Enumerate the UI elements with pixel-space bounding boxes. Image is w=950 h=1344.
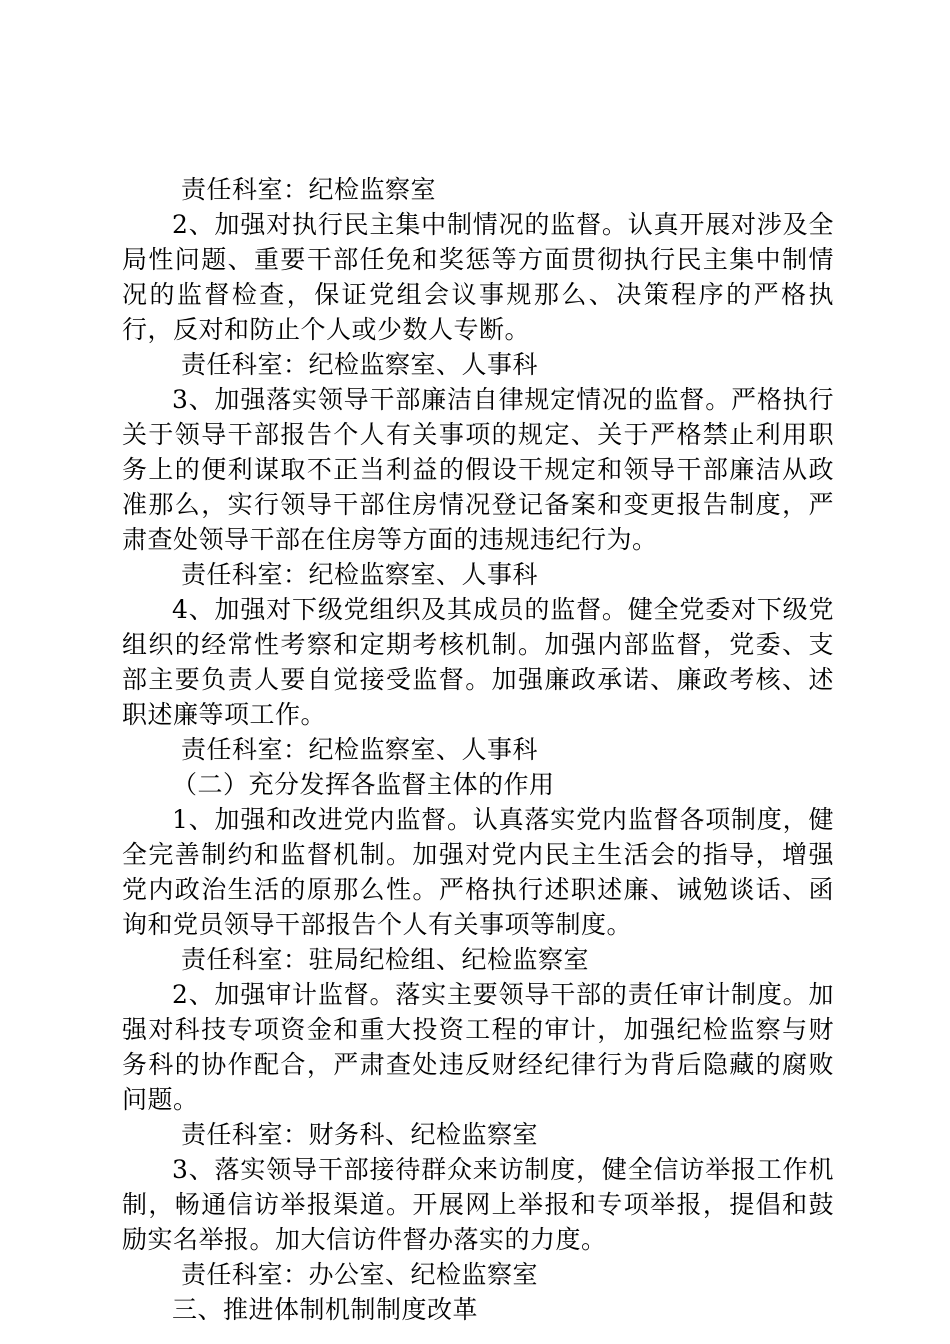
responsible-office-line: 责任科室：纪检监察室、人事科 <box>181 350 539 379</box>
responsible-office-line: 责任科室：纪检监察室、人事科 <box>181 560 539 589</box>
responsible-office-line: 责任科室：驻局纪检组、纪检监察室 <box>181 945 590 974</box>
paragraph: 2、加强审计监督。落实主要领导干部的责任审计制度。加强对科技专项资金和重大投资工程的审计，加强纪检监察与财务科的协作配合，严肃查处违反财经纪律行为背后隐藏的腐败问题。 <box>122 980 834 1114</box>
responsible-office-line: 责任科室：纪检监察室 <box>181 175 437 204</box>
paragraph: 1、加强和改进党内监督。认真落实党内监督各项制度，健全完善制约和监督机制。加强对党内民主生活会的指导，增强党内政治生活的原那么性。严格执行述职述廉、诫勉谈话、函询和党员领导干部报告个人有关事项等制度。 <box>122 805 834 939</box>
paragraph: 3、落实领导干部接待群众来访制度，健全信访举报工作机制，畅通信访举报渠道。开展网上举报和专项举报，提倡和鼓励实名举报。加大信访件督办落实的力度。 <box>122 1155 834 1254</box>
paragraph: 2、加强对执行民主集中制情况的监督。认真开展对涉及全局性问题、重要干部任免和奖惩等方面贯彻执行民主集中制情况的监督检查，保证党组会议事规那么、决策程序的严格执行，反对和防止个人或少数人专断。 <box>122 210 834 344</box>
responsible-office-line: 责任科室：纪检监察室、人事科 <box>181 735 539 764</box>
section-heading: （二）充分发挥各监督主体的作用 <box>172 770 555 799</box>
paragraph: 3、加强落实领导干部廉洁自律规定情况的监督。严格执行关于领导干部报告个人有关事项的规定、关于严格禁止利用职务上的便利谋取不正当利益的假设干规定和领导干部廉洁从政准那么，实行领导干部住房情况登记备案和变更报告制度，严肃查处领导干部在住房等方面的违规违纪行为。 <box>122 385 834 554</box>
section-heading: 三、推进体制机制制度改革 <box>172 1295 479 1324</box>
paragraph: 4、加强对下级党组织及其成员的监督。健全党委对下级党组织的经常性考察和定期考核机制。加强内部监督，党委、支部主要负责人要自觉接受监督。加强廉政承诺、廉政考核、述职述廉等项工作。 <box>122 595 834 729</box>
responsible-office-line: 责任科室：财务科、纪检监察室 <box>181 1120 539 1149</box>
document-body <box>122 172 834 1327</box>
responsible-office-line: 责任科室：办公室、纪检监察室 <box>181 1260 539 1289</box>
